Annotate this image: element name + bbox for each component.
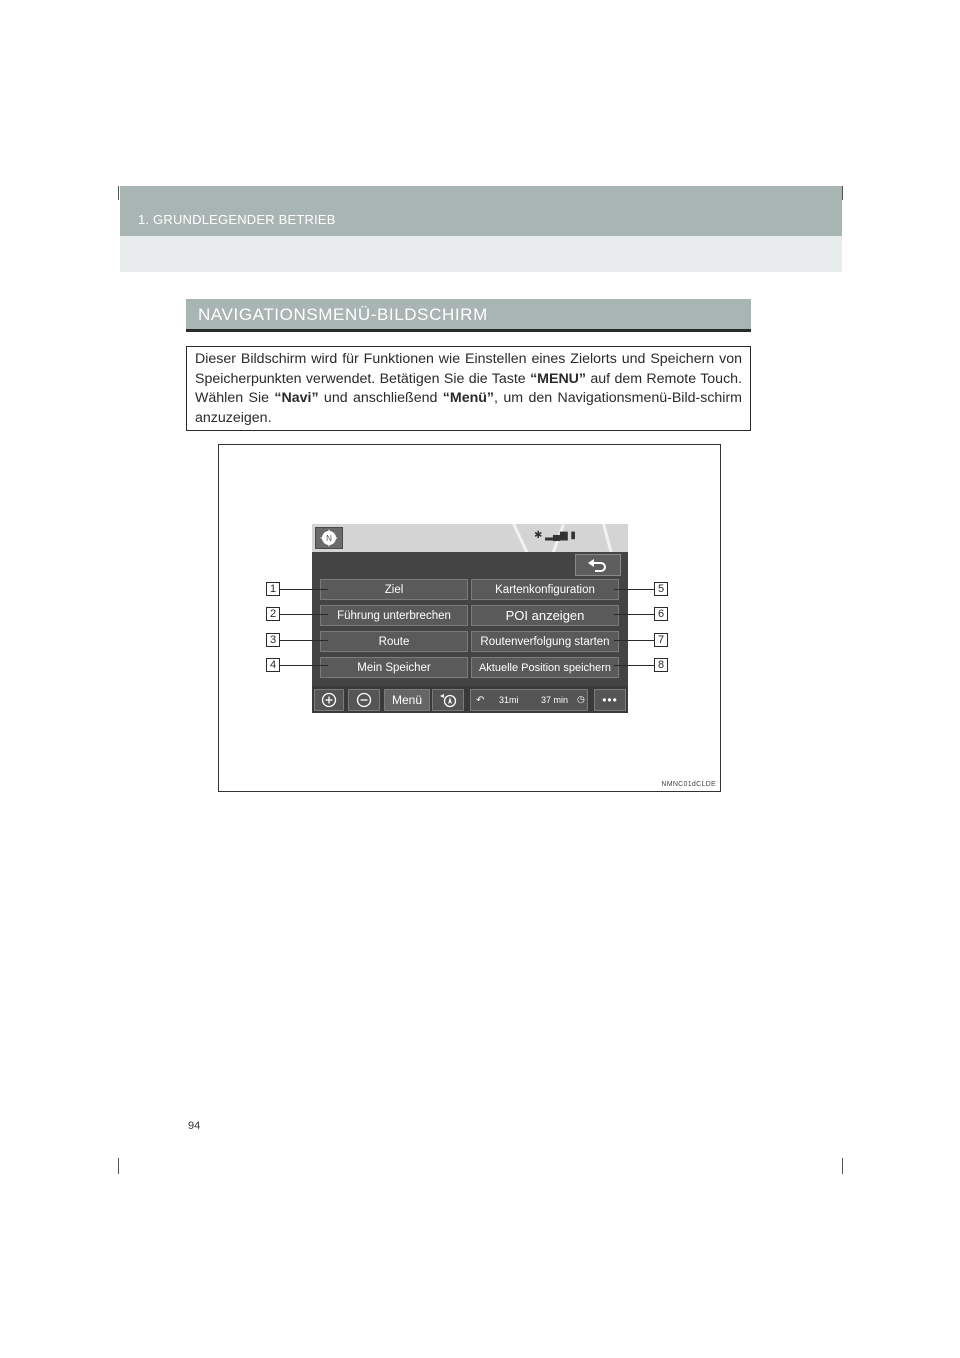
figure-code: NMNC01dCLDE [661, 781, 716, 788]
routenverfolgung-starten-button[interactable]: Routenverfolgung starten [471, 631, 619, 652]
section-heading [186, 299, 751, 329]
callout-5: 5 [654, 582, 668, 596]
more-options-button[interactable] [594, 689, 626, 711]
compass-button[interactable] [315, 527, 343, 549]
callout-4: 4 [266, 658, 280, 672]
route-info-panel[interactable] [470, 689, 588, 711]
callout-leader [280, 665, 328, 666]
compass-icon [319, 529, 339, 547]
intro-box [186, 346, 751, 431]
callout-8: 8 [654, 658, 668, 672]
callout-leader [280, 640, 328, 641]
map-view-button[interactable] [432, 689, 464, 711]
crop-mark [118, 1158, 119, 1174]
signal-strength-icon: ▂▄▆ [545, 530, 568, 541]
intro-text-3: und anschließend [318, 390, 443, 406]
callout-leader [280, 614, 328, 615]
mein-speicher-button[interactable]: Mein Speicher [320, 657, 468, 678]
back-arrow-icon [587, 558, 609, 572]
crop-mark [118, 186, 119, 200]
page-number: 94 [188, 1120, 201, 1132]
battery-icon: ▮ [570, 530, 576, 541]
distance-remaining: 31mi [499, 695, 519, 705]
intro-text-1: Dieser Bildschirm wird für Funktionen wie Einstellen eines Zielorts und Speichern von Speicherpunkten verwendet. Betätigen Sie die Taste [195, 351, 742, 387]
callout-leader [280, 589, 328, 590]
fuehrung-unterbrechen-button[interactable]: Führung unterbrechen [320, 605, 468, 626]
callout-leader [614, 665, 654, 666]
callout-2: 2 [266, 607, 280, 621]
back-button[interactable] [575, 554, 621, 576]
section-heading-text: NAVIGATIONSMENÜ-BILDSCHIRM [198, 305, 488, 324]
intro-text-4: , um den Navigationsmenü-Bild-schirm anzuzeigen. [195, 390, 742, 426]
zoom-in-button[interactable] [314, 689, 344, 711]
route-icon: ↶ [476, 695, 485, 706]
minus-circle-icon [356, 692, 372, 708]
ziel-button[interactable]: Ziel [320, 579, 468, 600]
route-button[interactable]: Route [320, 631, 468, 652]
chapter-header [120, 186, 842, 236]
crop-mark [842, 1158, 843, 1174]
status-icons [534, 530, 576, 541]
intro-key-menue: “Menü” [442, 390, 495, 406]
intro-key-menu: “MENU” [530, 370, 587, 387]
bottom-bar [312, 686, 628, 713]
callout-leader [614, 614, 654, 615]
poi-anzeigen-button[interactable]: POI anzeigen [471, 605, 619, 626]
header-subband [120, 236, 842, 272]
intro-text-2: auf dem Remote Touch. Wählen Sie [195, 370, 742, 406]
heading-rule [186, 329, 751, 332]
clock-icon: ◷ [577, 694, 585, 704]
callout-leader [614, 589, 654, 590]
callout-leader [614, 640, 654, 641]
callout-1: 1 [266, 582, 280, 596]
time-remaining: 37 min [541, 695, 569, 705]
kartenkonfiguration-button[interactable]: Kartenkonfiguration [471, 579, 619, 600]
more-dots-icon: ••• [602, 693, 618, 707]
aktuelle-position-speichern-button[interactable]: Aktuelle Position speichern [471, 657, 619, 678]
menu-button[interactable]: Menü [384, 689, 430, 711]
intro-paragraph [195, 350, 742, 428]
crop-mark [842, 186, 843, 200]
section-label: 1. GRUNDLEGENDER BETRIEB [138, 212, 336, 227]
map-strip [312, 524, 628, 552]
callout-6: 6 [654, 607, 668, 621]
intro-key-navi: “Navi” [274, 390, 319, 406]
navigation-screen [312, 524, 628, 713]
heading-up-icon [438, 692, 458, 708]
bluetooth-icon: ✱ [534, 530, 543, 541]
compass-label: N [326, 534, 332, 543]
zoom-out-button[interactable] [348, 689, 380, 711]
callout-3: 3 [266, 633, 280, 647]
callout-7: 7 [654, 633, 668, 647]
plus-circle-icon [321, 692, 337, 708]
